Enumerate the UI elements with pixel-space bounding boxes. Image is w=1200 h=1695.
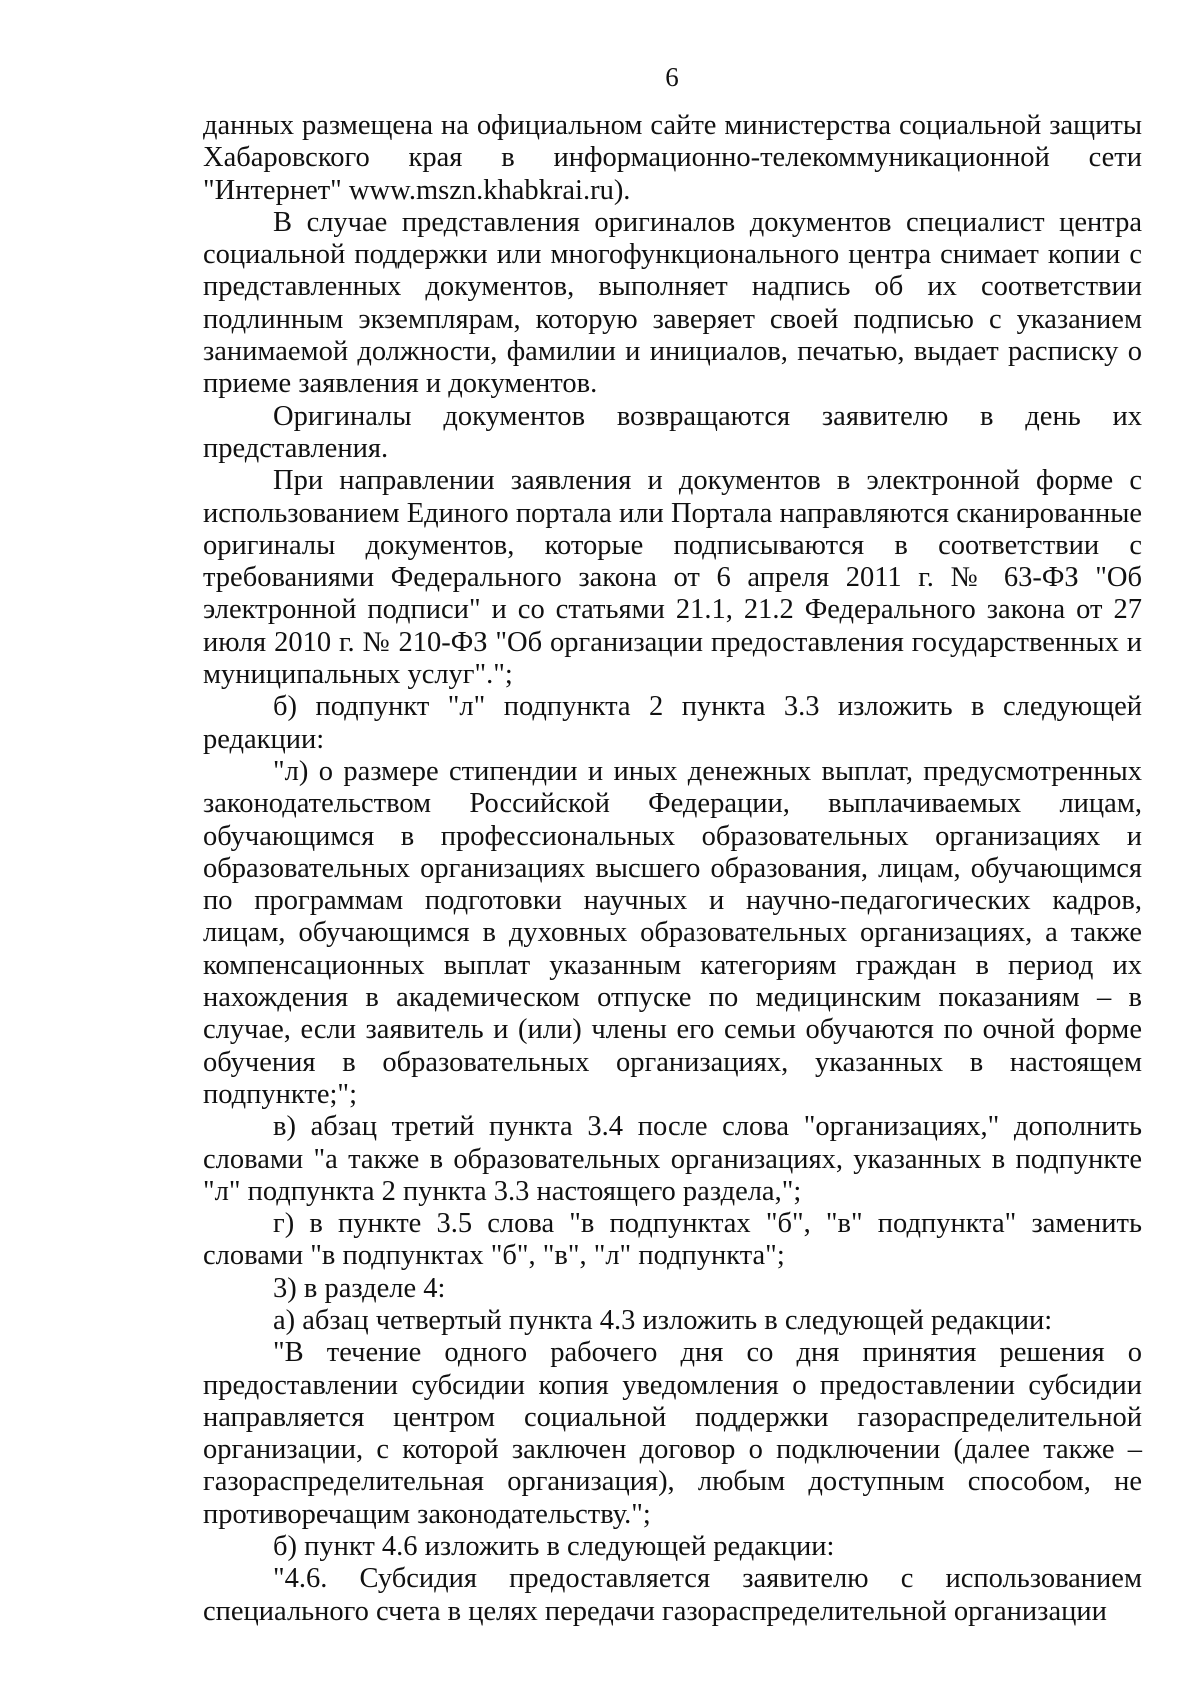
paragraph-10: а) абзац четвертый пункта 4.3 изложить в следующей редакции: xyxy=(273,1304,1053,1336)
paragraph-3: Оригиналы документов возвращаются заявителю в день их представления. xyxy=(203,400,1142,464)
paragraph-7: в) абзац третий пункта 3.4 после слова "организациях," дополнить словами "а также в образовательных организациях, указанных в подпункте "л" подпункта 2 пункта 3.3 настоящего раздела,"; xyxy=(203,1111,1142,1207)
paragraph-6: "л) о размере стипендии и иных денежных выплат, предусмотренных законодательством Российской Федерации, выплачиваемых лицам, обучающимся в профессиональных образовательных организациях и образовательных организациях высшего образования, лицам, обучающимся по программам подготовки научных и научно-педагогических кадров, лицам, обучающимся в духовных образовательных организациях, а также компенсационных выплат указанным категориям граждан в период их нахождения в академическом отпуске по медицинским показаниям – в случае, если заявитель и (или) члены его семьи обучаются по очной форме обучения в образовательных организациях, указанных в настоящем подпункте;"; xyxy=(203,755,1142,1110)
paragraph-5: б) подпункт "л" подпункта 2 пункта 3.3 изложить в следующей редакции: xyxy=(203,691,1142,755)
page-number: 6 xyxy=(665,62,679,92)
document-body xyxy=(203,110,1142,1628)
paragraph-1: данных размещена на официальном сайте министерства социальной защиты Хабаровского края в информационно-телекоммуникационной сети "Интернет" www.mszn.khabkrai.ru). xyxy=(203,110,1142,206)
paragraph-13: "4.6. Субсидия предоставляется заявителю с использованием специального счета в целях передачи газораспределительной организации xyxy=(203,1563,1142,1627)
paragraph-8: г) в пункте 3.5 слова "в подпунктах "б", "в" подпункта" заменить словами "в подпунктах "б", "в", "л" подпункта"; xyxy=(203,1208,1142,1272)
paragraph-9: 3) в разделе 4: xyxy=(273,1272,446,1304)
paragraph-2: В случае представления оригиналов документов специалист центра социальной поддержки или многофункционального центра снимает копии с представленных документов, выполняет надпись об их соответствии подлинным экземплярам, которую заверяет своей подписью с указанием занимаемой должности, фамилии и инициалов, печатью, выдает расписку о приеме заявления и документов. xyxy=(203,206,1142,400)
paragraph-12: б) пункт 4.6 изложить в следующей редакции: xyxy=(273,1531,835,1563)
paragraph-4: При направлении заявления и документов в электронной форме с использованием Единого портала или Портала направляются сканированные оригиналы документов, которые подписываются в соответствии с требованиями Федерального закона от 6 апреля 2011 г. № 63-ФЗ "Об электронной подписи" и со статьями 21.1, 21.2 Федерального закона от 27 июля 2010 г. № 210-ФЗ "Об организации предоставления государственных и муниципальных услуг"."; xyxy=(203,465,1142,691)
paragraph-11: "В течение одного рабочего дня со дня принятия решения о предоставлении субсидии копия уведомления о предоставлении субсидии направляется центром социальной поддержки газораспределительной организации, с которой заключен договор о подключении (далее также – газораспределительная организация), любым доступным способом, не противоречащим законодательству."; xyxy=(203,1337,1142,1530)
